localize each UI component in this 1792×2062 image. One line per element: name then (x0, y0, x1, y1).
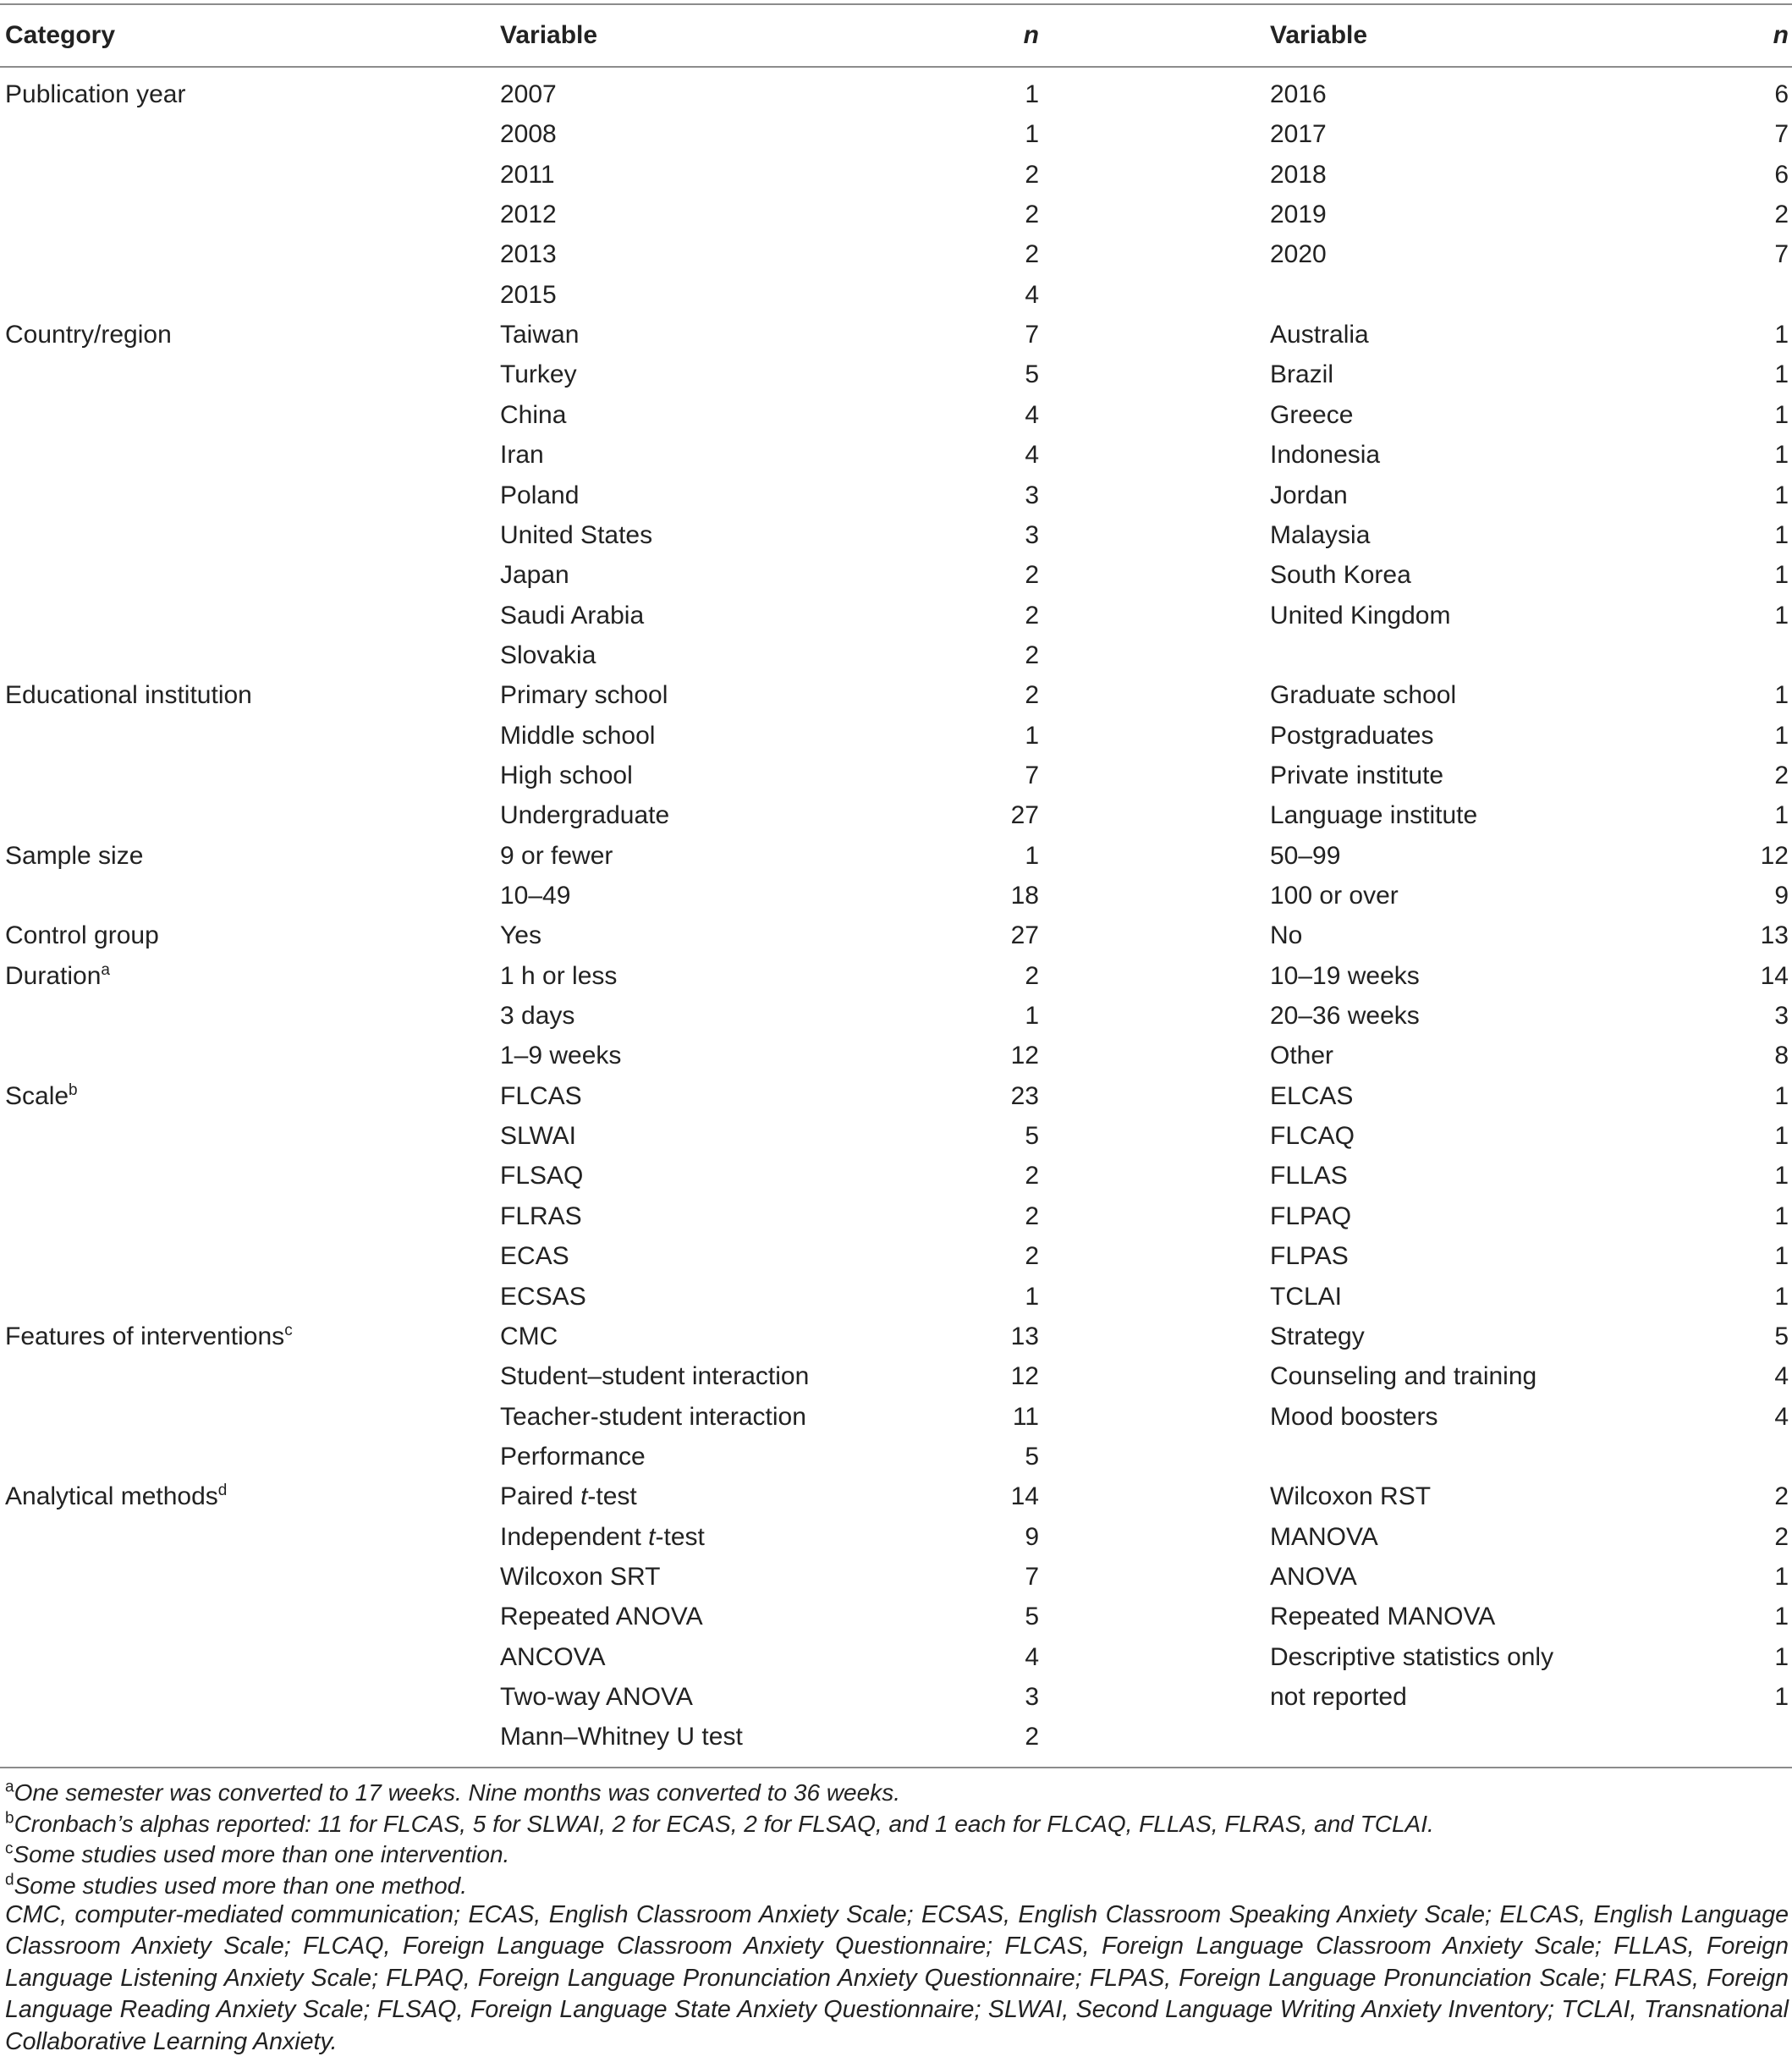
variable-right: Language institute (1270, 801, 1478, 829)
variable-left: Student–student interaction (500, 1362, 810, 1390)
category-label: Control group (5, 921, 159, 949)
category-label: Duration (5, 962, 102, 990)
variable-right: Greece (1270, 401, 1354, 429)
variable-left (500, 1480, 637, 1514)
count-right: 2 (1774, 201, 1789, 228)
count-left: 27 (1010, 801, 1039, 829)
variable-left: Primary school (500, 681, 668, 709)
count-left: 7 (1025, 321, 1039, 349)
variable-right: ANOVA (1270, 1563, 1357, 1591)
count-left: 2 (1025, 681, 1039, 709)
count-left: 12 (1010, 1362, 1039, 1390)
variable-left: Japan (500, 561, 569, 589)
count-left: 1 (1025, 80, 1039, 108)
count-right: 1 (1774, 801, 1789, 829)
variable-left (500, 1520, 705, 1554)
count-left: 2 (1025, 1202, 1039, 1230)
count-right: 5 (1774, 1322, 1789, 1350)
count-right: 1 (1774, 321, 1789, 349)
count-left: 2 (1025, 240, 1039, 268)
footnote-text: Some studies used more than one intervention. (13, 1841, 510, 1867)
count-right: 1 (1774, 1082, 1789, 1110)
variable-left: 2013 (500, 240, 557, 268)
header-variable-right: Variable (1270, 21, 1368, 49)
variable-right: TCLAI (1270, 1283, 1343, 1311)
variable-left: CMC (500, 1322, 558, 1350)
variable-left: 2012 (500, 201, 557, 228)
variable-left: Slovakia (500, 641, 596, 669)
variable-left: 2011 (500, 161, 555, 189)
count-right: 9 (1774, 882, 1789, 910)
variable-right: FLLAS (1270, 1162, 1348, 1190)
variable-right: Strategy (1270, 1322, 1365, 1350)
footnote-text: Cronbach’s alphas reported: 11 for FLCAS, 5 for SLWAI, 2 for ECAS, 2 for FLSAQ, and 1 each for FLCAQ, FLLAS, FLRAS, and TCLAI. (14, 1811, 1434, 1837)
count-right: 8 (1774, 1042, 1789, 1069)
count-right: 2 (1774, 762, 1789, 789)
footnote-d (5, 1871, 467, 1901)
variable-right: Graduate school (1270, 681, 1457, 709)
count-left: 23 (1010, 1082, 1039, 1110)
row-category (5, 919, 159, 953)
variable-right: Australia (1270, 321, 1369, 349)
count-left: 4 (1025, 281, 1039, 309)
count-right: 1 (1774, 681, 1789, 709)
variable-right: FLPAS (1270, 1242, 1349, 1270)
variable-right: Descriptive statistics only (1270, 1643, 1554, 1671)
count-left: 2 (1025, 1242, 1039, 1270)
variable-left: Turkey (500, 360, 577, 388)
category-label: Features of interventions (5, 1322, 285, 1350)
variable-text-part: Paired (500, 1482, 581, 1510)
category-label: Sample size (5, 842, 144, 870)
variable-left: China (500, 401, 567, 429)
count-right: 1 (1774, 1283, 1789, 1311)
count-right: 6 (1774, 161, 1789, 189)
count-right: 7 (1774, 120, 1789, 148)
count-right: 2 (1774, 1523, 1789, 1551)
count-right: 6 (1774, 80, 1789, 108)
count-right: 7 (1774, 240, 1789, 268)
variable-left: ECAS (500, 1242, 569, 1270)
count-left: 3 (1025, 481, 1039, 509)
footnote-a (5, 1778, 900, 1808)
variable-right: 2020 (1270, 240, 1327, 268)
count-left: 2 (1025, 1162, 1039, 1190)
footnote-marker: a (101, 961, 110, 979)
header-category: Category (5, 21, 116, 49)
variable-right: No (1270, 921, 1303, 949)
variable-left: FLRAS (500, 1202, 582, 1230)
row-category (5, 839, 143, 873)
variable-left: SLWAI (500, 1122, 577, 1150)
variable-left: Performance (500, 1443, 646, 1471)
count-right: 1 (1774, 401, 1789, 429)
count-left: 14 (1010, 1482, 1039, 1510)
count-left: 4 (1025, 1643, 1039, 1671)
variable-left: Wilcoxon SRT (500, 1563, 661, 1591)
category-label: Educational institution (5, 681, 252, 709)
count-left: 2 (1025, 561, 1039, 589)
variable-left: Two-way ANOVA (500, 1683, 693, 1711)
variable-left: Undergraduate (500, 801, 670, 829)
header-variable-left: Variable (500, 21, 598, 49)
row-category (5, 1320, 293, 1354)
header-n-right: n (1773, 21, 1789, 49)
variable-right: United Kingdom (1270, 602, 1451, 630)
footnote-mark: a (5, 1778, 14, 1796)
count-left: 1 (1025, 1002, 1039, 1030)
count-right: 1 (1774, 561, 1789, 589)
count-left: 1 (1025, 120, 1039, 148)
footnote-mark: b (5, 1809, 14, 1828)
row-category (5, 1480, 227, 1514)
count-right: 4 (1774, 1362, 1789, 1390)
variable-left: Iran (500, 441, 544, 469)
abbreviations-note: CMC, computer-mediated communication; ECAS, English Classroom Anxiety Scale; ECSAS, English Classroom Speaking Anxiety Scale; ELCAS, English Language Classroom Anxiety Scale; FLCAQ, Foreign Language Classroom Anxiety Questionnaire; FLCAS, Foreign Language Classroom Anxiety Scale; FLLAS, Foreign Language Listening Anxiety Scale; FLPAQ, Foreign Language Pronunciation Anxiety Questionnaire; FLPAS, Foreign Language Pronunciation Scale; FLRAS, Foreign Language Reading Anxiety Scale; FLSAQ, Foreign Language State Anxiety Questionnaire; SLWAI, Second Language Writing Anxiety Inventory; TCLAI, Transnational Collaborative Learning Anxiety. (5, 1901, 1789, 2055)
variable-left: ANCOVA (500, 1643, 606, 1671)
count-right: 13 (1760, 921, 1789, 949)
category-label: Scale (5, 1082, 69, 1110)
variable-right: Brazil (1270, 360, 1334, 388)
variable-left: Repeated ANOVA (500, 1603, 703, 1630)
variable-right: not reported (1270, 1683, 1407, 1711)
footnote-marker: c (284, 1322, 293, 1339)
count-left: 2 (1025, 962, 1039, 990)
count-left: 3 (1025, 521, 1039, 549)
variable-right: Repeated MANOVA (1270, 1603, 1496, 1630)
variable-left: 2008 (500, 120, 557, 148)
count-left: 3 (1025, 1683, 1039, 1711)
variable-left: FLSAQ (500, 1162, 584, 1190)
footnote-marker: b (69, 1081, 78, 1099)
category-label: Analytical methods (5, 1482, 218, 1510)
row-category (5, 679, 252, 712)
count-left: 13 (1010, 1322, 1039, 1350)
count-left: 5 (1025, 1443, 1039, 1471)
count-left: 2 (1025, 201, 1039, 228)
count-left: 5 (1025, 1122, 1039, 1150)
count-right: 1 (1774, 1683, 1789, 1711)
count-left: 1 (1025, 842, 1039, 870)
count-left: 2 (1025, 161, 1039, 189)
count-right: 1 (1774, 1603, 1789, 1630)
count-right: 1 (1774, 1122, 1789, 1150)
variable-right: Postgraduates (1270, 722, 1434, 750)
count-right: 1 (1774, 360, 1789, 388)
count-left: 2 (1025, 1723, 1039, 1751)
category-label: Publication year (5, 80, 186, 108)
count-left: 4 (1025, 441, 1039, 469)
count-left: 2 (1025, 641, 1039, 669)
count-right: 1 (1774, 1202, 1789, 1230)
variable-right: South Korea (1270, 561, 1411, 589)
variable-left: 10–49 (500, 882, 571, 910)
variable-left: Mann–Whitney U test (500, 1723, 743, 1751)
count-left: 7 (1025, 1563, 1039, 1591)
count-left: 4 (1025, 401, 1039, 429)
variable-left: 2015 (500, 281, 557, 309)
variable-right: Indonesia (1270, 441, 1381, 469)
variable-left: Saudi Arabia (500, 602, 645, 630)
footnote-mark: c (5, 1839, 14, 1858)
variable-right: MANOVA (1270, 1523, 1378, 1551)
count-right: 1 (1774, 441, 1789, 469)
count-left: 12 (1010, 1042, 1039, 1069)
count-right: 14 (1760, 962, 1789, 990)
count-right: 1 (1774, 722, 1789, 750)
variable-left: United States (500, 521, 653, 549)
category-label: Country/region (5, 321, 172, 349)
variable-right: Malaysia (1270, 521, 1371, 549)
count-left: 5 (1025, 360, 1039, 388)
footnote-b (5, 1809, 1434, 1839)
count-right: 1 (1774, 1563, 1789, 1591)
variable-right: Counseling and training (1270, 1362, 1537, 1390)
row-category (5, 78, 185, 112)
variable-right: 2017 (1270, 120, 1327, 148)
variable-text-part: t (580, 1482, 588, 1510)
count-right: 1 (1774, 1643, 1789, 1671)
variable-left: Middle school (500, 722, 656, 750)
variable-left: High school (500, 762, 633, 789)
count-left: 5 (1025, 1603, 1039, 1630)
row-category (5, 1080, 78, 1113)
header-n-left: n (1023, 21, 1039, 49)
variable-left: FLCAS (500, 1082, 582, 1110)
variable-right: 20–36 weeks (1270, 1002, 1420, 1030)
count-right: 1 (1774, 1162, 1789, 1190)
variable-right: Other (1270, 1042, 1334, 1069)
variable-left: ECSAS (500, 1283, 586, 1311)
count-right: 1 (1774, 1242, 1789, 1270)
footnote-c (5, 1839, 509, 1870)
variable-left: 1–9 weeks (500, 1042, 622, 1069)
count-right: 1 (1774, 602, 1789, 630)
variable-left: Poland (500, 481, 580, 509)
variable-right: Jordan (1270, 481, 1348, 509)
footnote-text: One semester was converted to 17 weeks. Nine months was converted to 36 weeks. (14, 1779, 900, 1806)
footnote-marker: d (217, 1482, 228, 1499)
variable-left: 3 days (500, 1002, 575, 1030)
bottom-rule (0, 1767, 1792, 1768)
count-left: 11 (1012, 1403, 1039, 1431)
count-right: 1 (1774, 521, 1789, 549)
variable-text-part: t (648, 1523, 656, 1551)
variable-right: 10–19 weeks (1270, 962, 1420, 990)
count-left: 9 (1025, 1523, 1039, 1551)
variable-right: ELCAS (1270, 1082, 1354, 1110)
count-left: 7 (1025, 762, 1039, 789)
row-category (5, 960, 110, 993)
variable-right: 100 or over (1270, 882, 1399, 910)
top-rule (0, 3, 1792, 5)
variable-right: 2018 (1270, 161, 1327, 189)
header-rule (0, 66, 1792, 68)
count-left: 1 (1025, 722, 1039, 750)
variable-right: FLPAQ (1270, 1202, 1352, 1230)
variable-right: 50–99 (1270, 842, 1341, 870)
variable-left: 1 h or less (500, 962, 618, 990)
variable-left: 2007 (500, 80, 557, 108)
count-left: 18 (1010, 882, 1039, 910)
footnote-mark: d (5, 1871, 14, 1889)
variable-right: Mood boosters (1270, 1403, 1438, 1431)
variable-right: 2019 (1270, 201, 1327, 228)
count-right: 1 (1774, 481, 1789, 509)
count-left: 2 (1025, 602, 1039, 630)
variable-left: Yes (500, 921, 541, 949)
count-left: 1 (1025, 1283, 1039, 1311)
variable-right: Wilcoxon RST (1270, 1482, 1432, 1510)
variable-text-part: -test (587, 1482, 637, 1510)
count-right: 3 (1774, 1002, 1789, 1030)
variable-left: Taiwan (500, 321, 580, 349)
variable-left: Teacher-student interaction (500, 1403, 806, 1431)
count-right: 12 (1760, 842, 1789, 870)
variable-right: Private institute (1270, 762, 1444, 789)
variable-text-part: -test (655, 1523, 705, 1551)
count-left: 27 (1010, 921, 1039, 949)
variable-left: 9 or fewer (500, 842, 613, 870)
row-category (5, 318, 172, 352)
count-right: 4 (1774, 1403, 1789, 1431)
footnote-text: Some studies used more than one method. (14, 1872, 468, 1899)
variable-right: FLCAQ (1270, 1122, 1355, 1150)
variable-right: 2016 (1270, 80, 1327, 108)
count-right: 2 (1774, 1482, 1789, 1510)
variable-text-part: Independent (500, 1523, 649, 1551)
